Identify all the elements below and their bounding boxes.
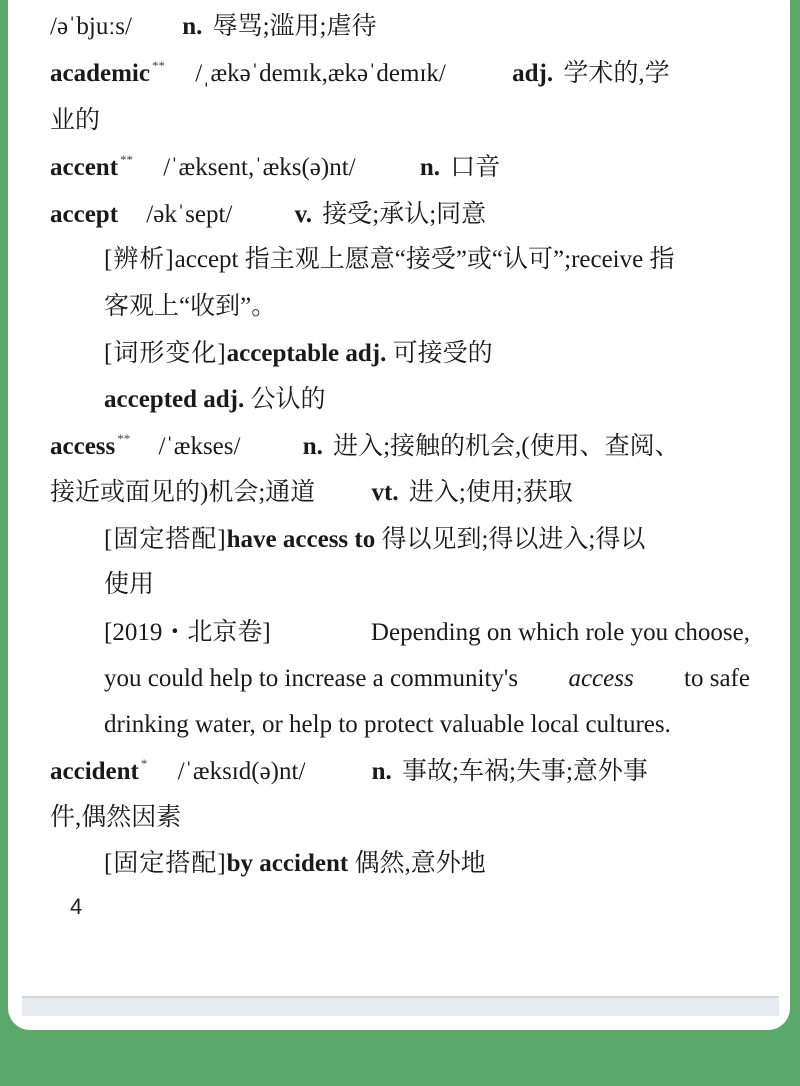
- meaning: 口音: [450, 154, 501, 181]
- entry-academic: [50, 59, 670, 92]
- phonetic: /əˈbjuːs/: [50, 13, 132, 40]
- collocation-meaning: 使用: [104, 571, 155, 598]
- example-text: Depending on which role you choose,: [370, 619, 750, 646]
- form-meaning: 可接受的: [392, 340, 493, 367]
- analysis-tag: [辨析]: [104, 246, 175, 273]
- frequency-stars: *: [140, 756, 148, 771]
- form-pos: adj.: [203, 386, 245, 413]
- word-forms-cont: [104, 385, 326, 415]
- example-text: drinking water, or help to protect valuable local cultures.: [104, 711, 671, 738]
- dictionary-page: [8, 0, 790, 1030]
- entry-accept: [50, 200, 486, 230]
- entry-access-cont: [50, 478, 573, 508]
- meaning: 件,偶然因素: [50, 804, 182, 831]
- entry-access: [50, 432, 680, 465]
- meaning: 事故;车祸;失事;意外事: [402, 758, 648, 785]
- forms-tag: [词形变化]: [104, 340, 227, 367]
- part-of-speech: n.: [419, 154, 441, 181]
- word-forms: [104, 339, 493, 369]
- example-source: [2019・北京卷]: [104, 619, 271, 646]
- part-of-speech: n.: [182, 13, 203, 40]
- form-pos: adj.: [345, 340, 387, 367]
- part-of-speech: adj.: [512, 60, 554, 87]
- meaning: 业的: [50, 107, 101, 134]
- entry-accident-cont: [50, 803, 181, 833]
- collocation-tag: [固定搭配]: [104, 526, 227, 553]
- part-of-speech: n.: [371, 758, 392, 785]
- part-of-speech: n.: [302, 433, 323, 460]
- meaning: 进入;接触的机会,(使用、查阅、: [333, 433, 680, 460]
- bottom-bar: [22, 996, 779, 1016]
- example-sentence: [104, 618, 750, 648]
- phonetic: /ˈæksɪd(ə)nt/: [177, 758, 306, 785]
- collocation: [104, 849, 486, 879]
- headword: accent: [50, 154, 119, 181]
- meaning: 进入;使用;获取: [408, 479, 573, 506]
- form-meaning: 公认的: [250, 386, 326, 413]
- headword: accept: [50, 201, 119, 228]
- frequency-stars: **: [151, 58, 165, 73]
- form-word: accepted: [104, 386, 198, 413]
- example-text: you could help to increase a community's: [104, 665, 519, 692]
- frequency-stars: **: [120, 152, 134, 167]
- analysis-text: 客观上“收到”。: [104, 293, 277, 320]
- analysis-text: accept 指主观上愿意“接受”或“认可”;receive 指: [174, 246, 675, 273]
- collocation-meaning: 得以见到;得以进入;得以: [381, 526, 646, 553]
- meaning: 辱骂;滥用;虐待: [212, 13, 377, 40]
- collocation-cont: [104, 570, 154, 600]
- headword: access: [50, 433, 116, 460]
- page-number: 4: [70, 894, 83, 919]
- collocation-meaning: 偶然,意外地: [354, 850, 486, 877]
- meaning: 接近或面见的)机会;通道: [50, 479, 316, 506]
- headword: accident: [50, 758, 139, 785]
- entry-accent: [50, 153, 500, 186]
- phonetic: /ˈæksent,ˈæks(ə)nt/: [163, 154, 356, 181]
- example-sentence-cont: [104, 710, 671, 740]
- collocation-phrase: by accident: [226, 850, 349, 877]
- phonetic: /ˌækəˈdemɪk,ækəˈdemɪk/: [195, 60, 446, 87]
- meaning: 接受;承认;同意: [322, 201, 487, 228]
- entry-accident: [50, 757, 648, 790]
- part-of-speech: v.: [294, 201, 312, 228]
- example-keyword: access: [568, 665, 634, 692]
- entry-academic-cont: [50, 106, 100, 136]
- example-text: to safe: [684, 665, 750, 692]
- headword: academic: [50, 60, 150, 87]
- analysis-note-cont: [104, 292, 276, 322]
- collocation-phrase: have access to: [226, 526, 376, 553]
- phonetic: /əkˈsept/: [146, 201, 233, 228]
- entry-abuse: [50, 12, 377, 42]
- phonetic: /ˈækses/: [158, 433, 241, 460]
- collocation-tag: [固定搭配]: [104, 850, 227, 877]
- form-word: acceptable: [226, 340, 340, 367]
- meaning: 学术的,学: [563, 60, 670, 87]
- part-of-speech: vt.: [371, 479, 399, 506]
- analysis-note: [104, 245, 674, 275]
- frequency-stars: **: [117, 431, 131, 446]
- collocation: [104, 525, 645, 555]
- example-sentence-cont: [104, 664, 750, 694]
